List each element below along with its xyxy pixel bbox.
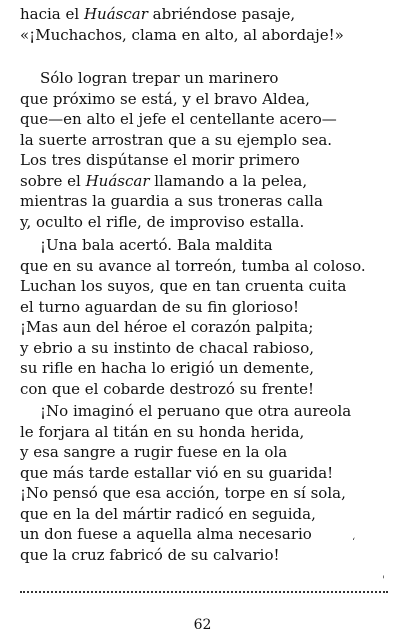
verse-line: su rifle en hacha lo erigió un demente, [20,359,315,377]
verse-line: ¡No pensó que esa acción, torpe en sí sola, [20,484,346,502]
verse-line: Los tres dispútanse el morir primero [20,151,300,169]
verse-line: mientras la guardia a sus troneras calla [20,192,323,210]
verse-line: ¡Mas aun del héroe el corazón palpita; [20,318,314,336]
verse-line: que en su avance al torreón, tumba al coloso. [20,256,366,275]
verse-line: que la cruz fabricó de su calvario! [20,545,280,564]
stanza-4 [20,401,390,565]
verse-line: «¡Muchachos, clama en alto, al abordaje!» [20,25,344,44]
print-speck: ' [382,575,385,586]
verse-line: y ebrio a su instinto de chacal rabioso, [20,338,314,357]
ship-name: Huáscar [83,5,148,23]
verse-line: sobre el Huáscar llamando a la pelea, [20,171,308,190]
page-number: 62 [193,617,212,633]
stanza-1 [20,4,390,45]
stanza-3 [20,235,390,399]
verse-line: que próximo se está, y el bravo Aldea, [20,89,310,108]
verse-line: un don fuese a aquella alma necesario [20,525,312,543]
verse-line: el turno aguardan de su fin glorioso! [20,297,300,316]
print-speck: ‘ [352,537,356,548]
verse-line: Luchan los suyos, que en tan cruenta cuita [20,277,347,295]
ship-name: Huáscar [85,171,150,190]
verse-line: le forjara al titán en su honda herida, [20,422,305,441]
verse-line: hacia el Huáscar abriéndose pasaje, [20,5,296,23]
verse-line: la suerte arrostran que a su ejemplo sea. [20,130,333,149]
verse-line: Sólo logran trepar un marinero [40,69,279,87]
dotted-divider [20,591,388,593]
verse-line: que en la del mártir radicó en seguida, [20,504,316,523]
verse-line: que—en alto el jefe el centellante acero— [20,110,337,128]
verse-line: y esa sangre a rugir fuese en la ola [20,443,288,461]
verse-line: que más tarde estallar vió en su guarida! [20,463,334,482]
stanza-2 [20,68,390,232]
verse-line: y, oculto el rifle, de improviso estalla. [20,212,305,231]
verse-line: con que el cobarde destrozó su frente! [20,379,315,398]
verse-line: ¡No imaginó el peruano que otra aureola [40,402,352,420]
verse-line: ¡Una bala acertó. Bala maldita [40,236,273,254]
